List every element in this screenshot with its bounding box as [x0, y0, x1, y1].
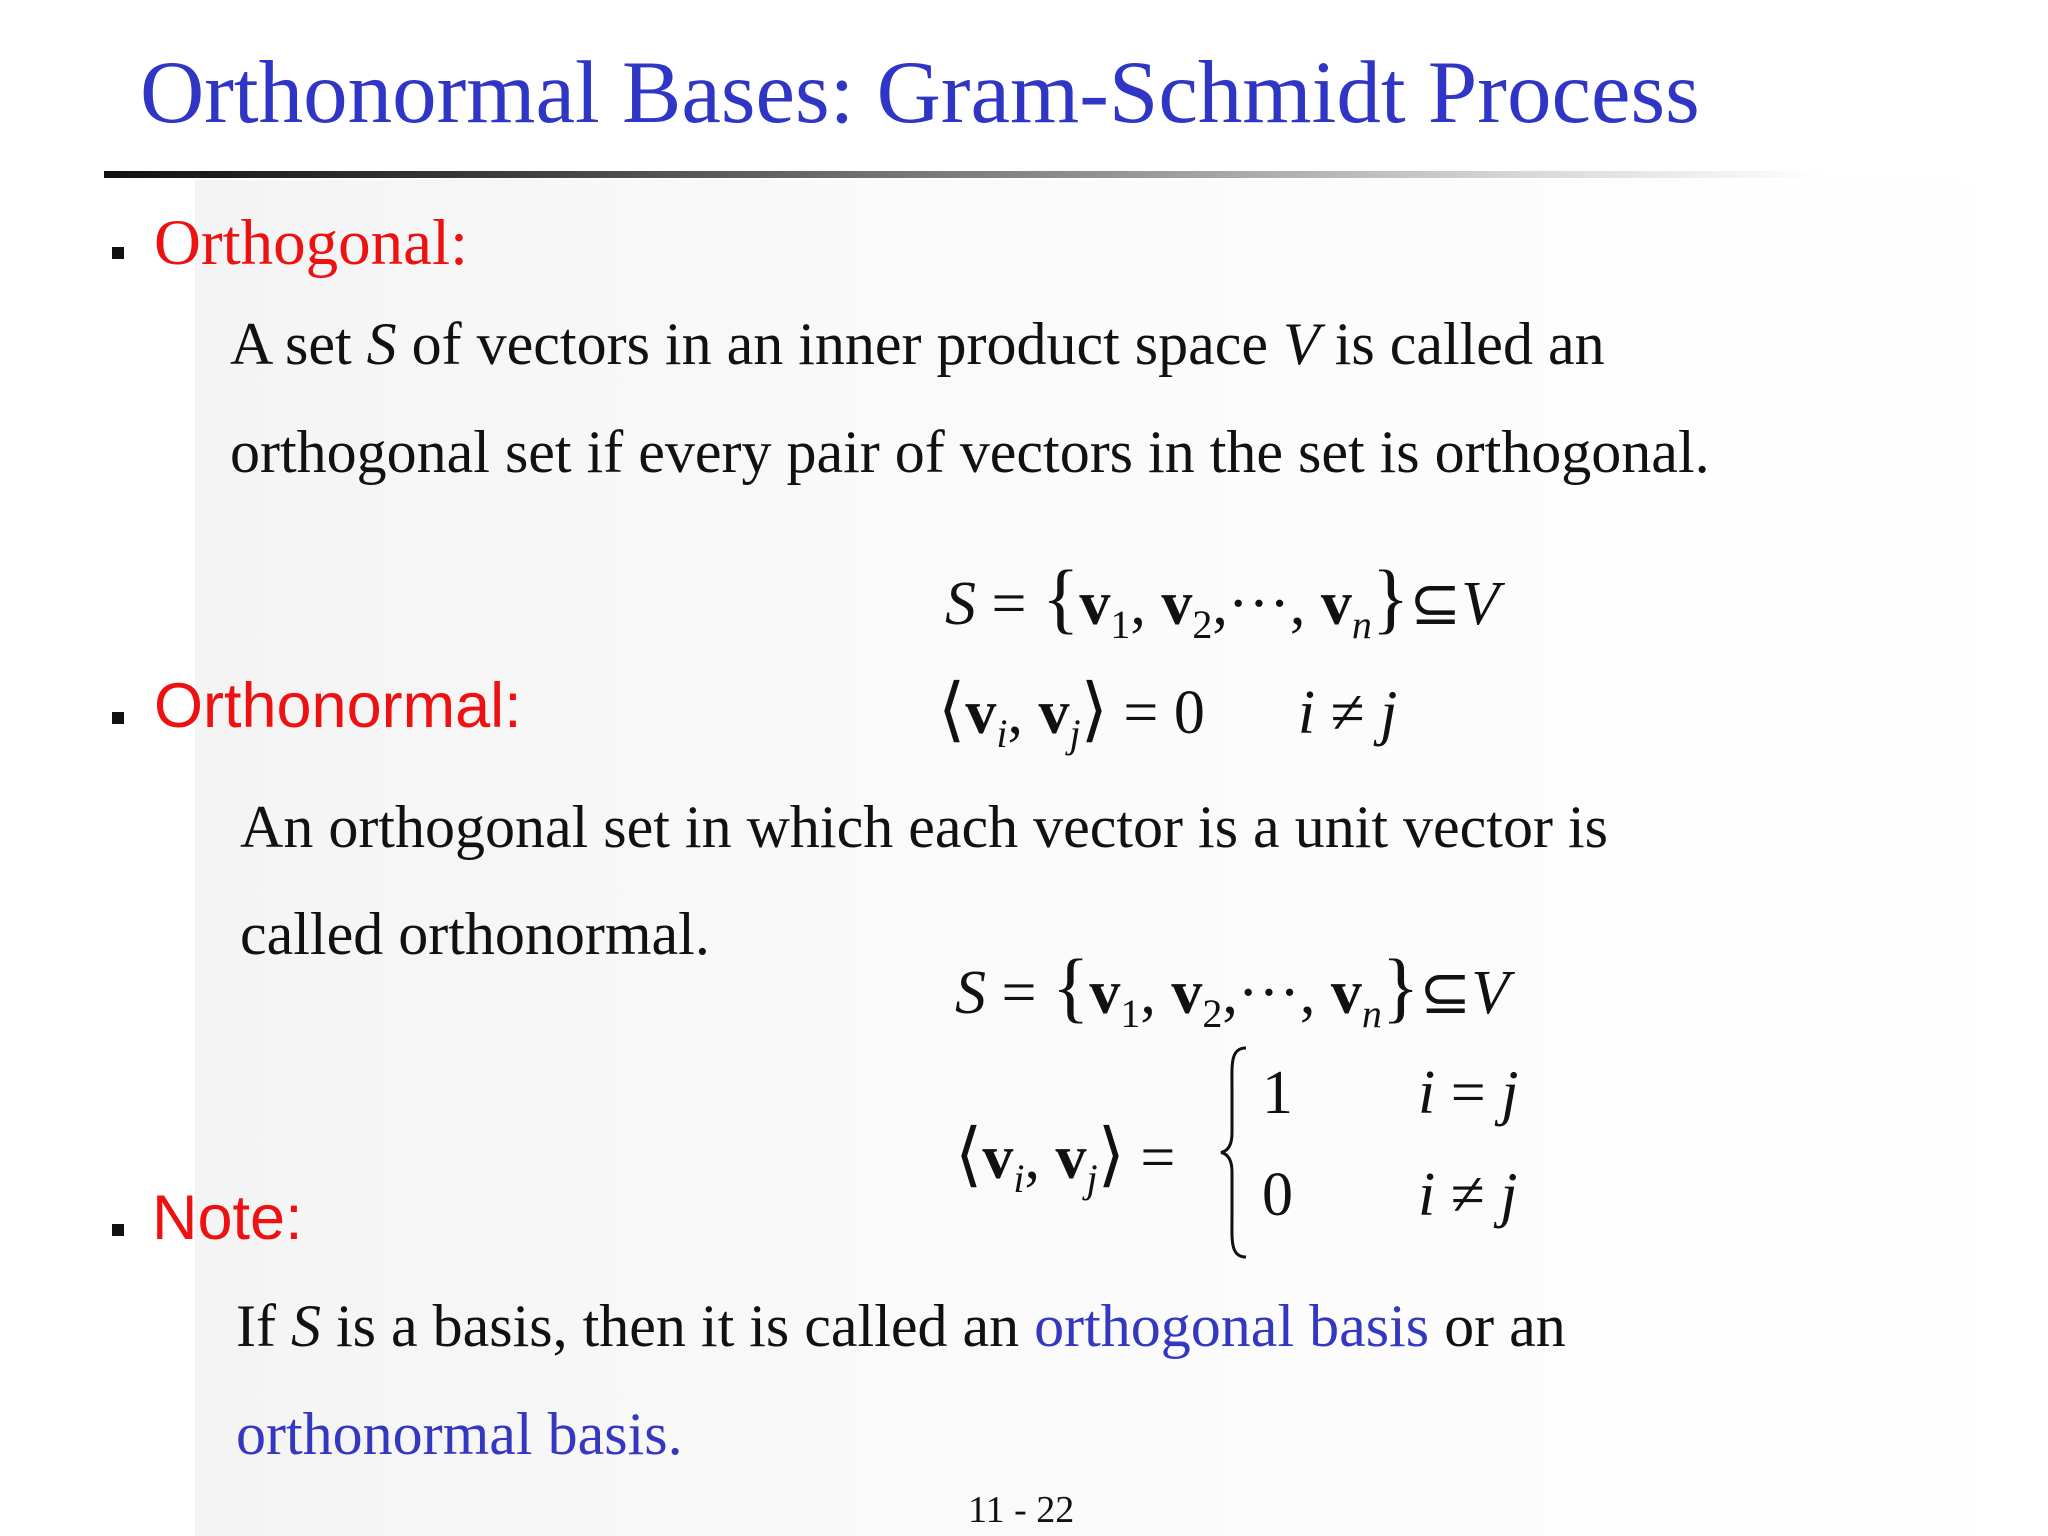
orthogonal-definition-line1: A set S of vectors in an inner product space V is called an — [230, 311, 1605, 377]
orthonormal-heading: Orthonormal: — [154, 671, 522, 741]
case-one-value: 1 — [1262, 1059, 1293, 1127]
orthonormal-basis-term: orthonormal basis. — [236, 1401, 683, 1467]
orthogonal-basis-term: orthogonal basis — [1034, 1293, 1430, 1359]
set-definition-formula-2: $S = \{v_1$, $v_2,\cdot\cdot\cdot$, $v_n\}⊆V$ — [955, 943, 1510, 1036]
orthogonality-condition-formula: $⟨v_i$, $v_j⟩ = 0$ i ≠ j — [938, 672, 1398, 756]
bullet-marker — [112, 247, 124, 259]
bullet-marker — [112, 712, 124, 724]
page-number: 11 - 22 — [968, 1489, 1075, 1531]
orthonormal-definition-line2: called orthonormal. — [240, 901, 710, 967]
orthogonal-definition-line2: orthogonal set if every pair of vectors in the set is orthogonal. — [230, 419, 1710, 485]
case-two-condition: i ≠ j — [1418, 1161, 1518, 1229]
case-one-condition: i = j — [1418, 1059, 1519, 1127]
page-title: Orthonormal Bases: Gram-Schmidt Process — [140, 44, 1700, 142]
cases-brace — [1218, 1045, 1248, 1260]
set-definition-formula-1: $S = \{v_1$, $v_2,\cdot\cdot\cdot$, $v_n\}⊆V$ — [945, 554, 1500, 647]
bullet-marker — [112, 1224, 124, 1236]
orthonormal-condition-lhs: $⟨v_i$, $v_j⟩$ = — [955, 1117, 1176, 1201]
title-underline — [104, 171, 1824, 178]
note-text-line1: If S is a basis, then it is called an orthogonal basis or an — [236, 1293, 1566, 1359]
case-two-value: 0 — [1262, 1161, 1293, 1229]
orthogonal-heading: Orthogonal: — [154, 207, 469, 279]
note-heading: Note: — [152, 1183, 303, 1253]
orthonormal-definition-line1: An orthogonal set in which each vector is a unit vector is — [240, 794, 1608, 860]
